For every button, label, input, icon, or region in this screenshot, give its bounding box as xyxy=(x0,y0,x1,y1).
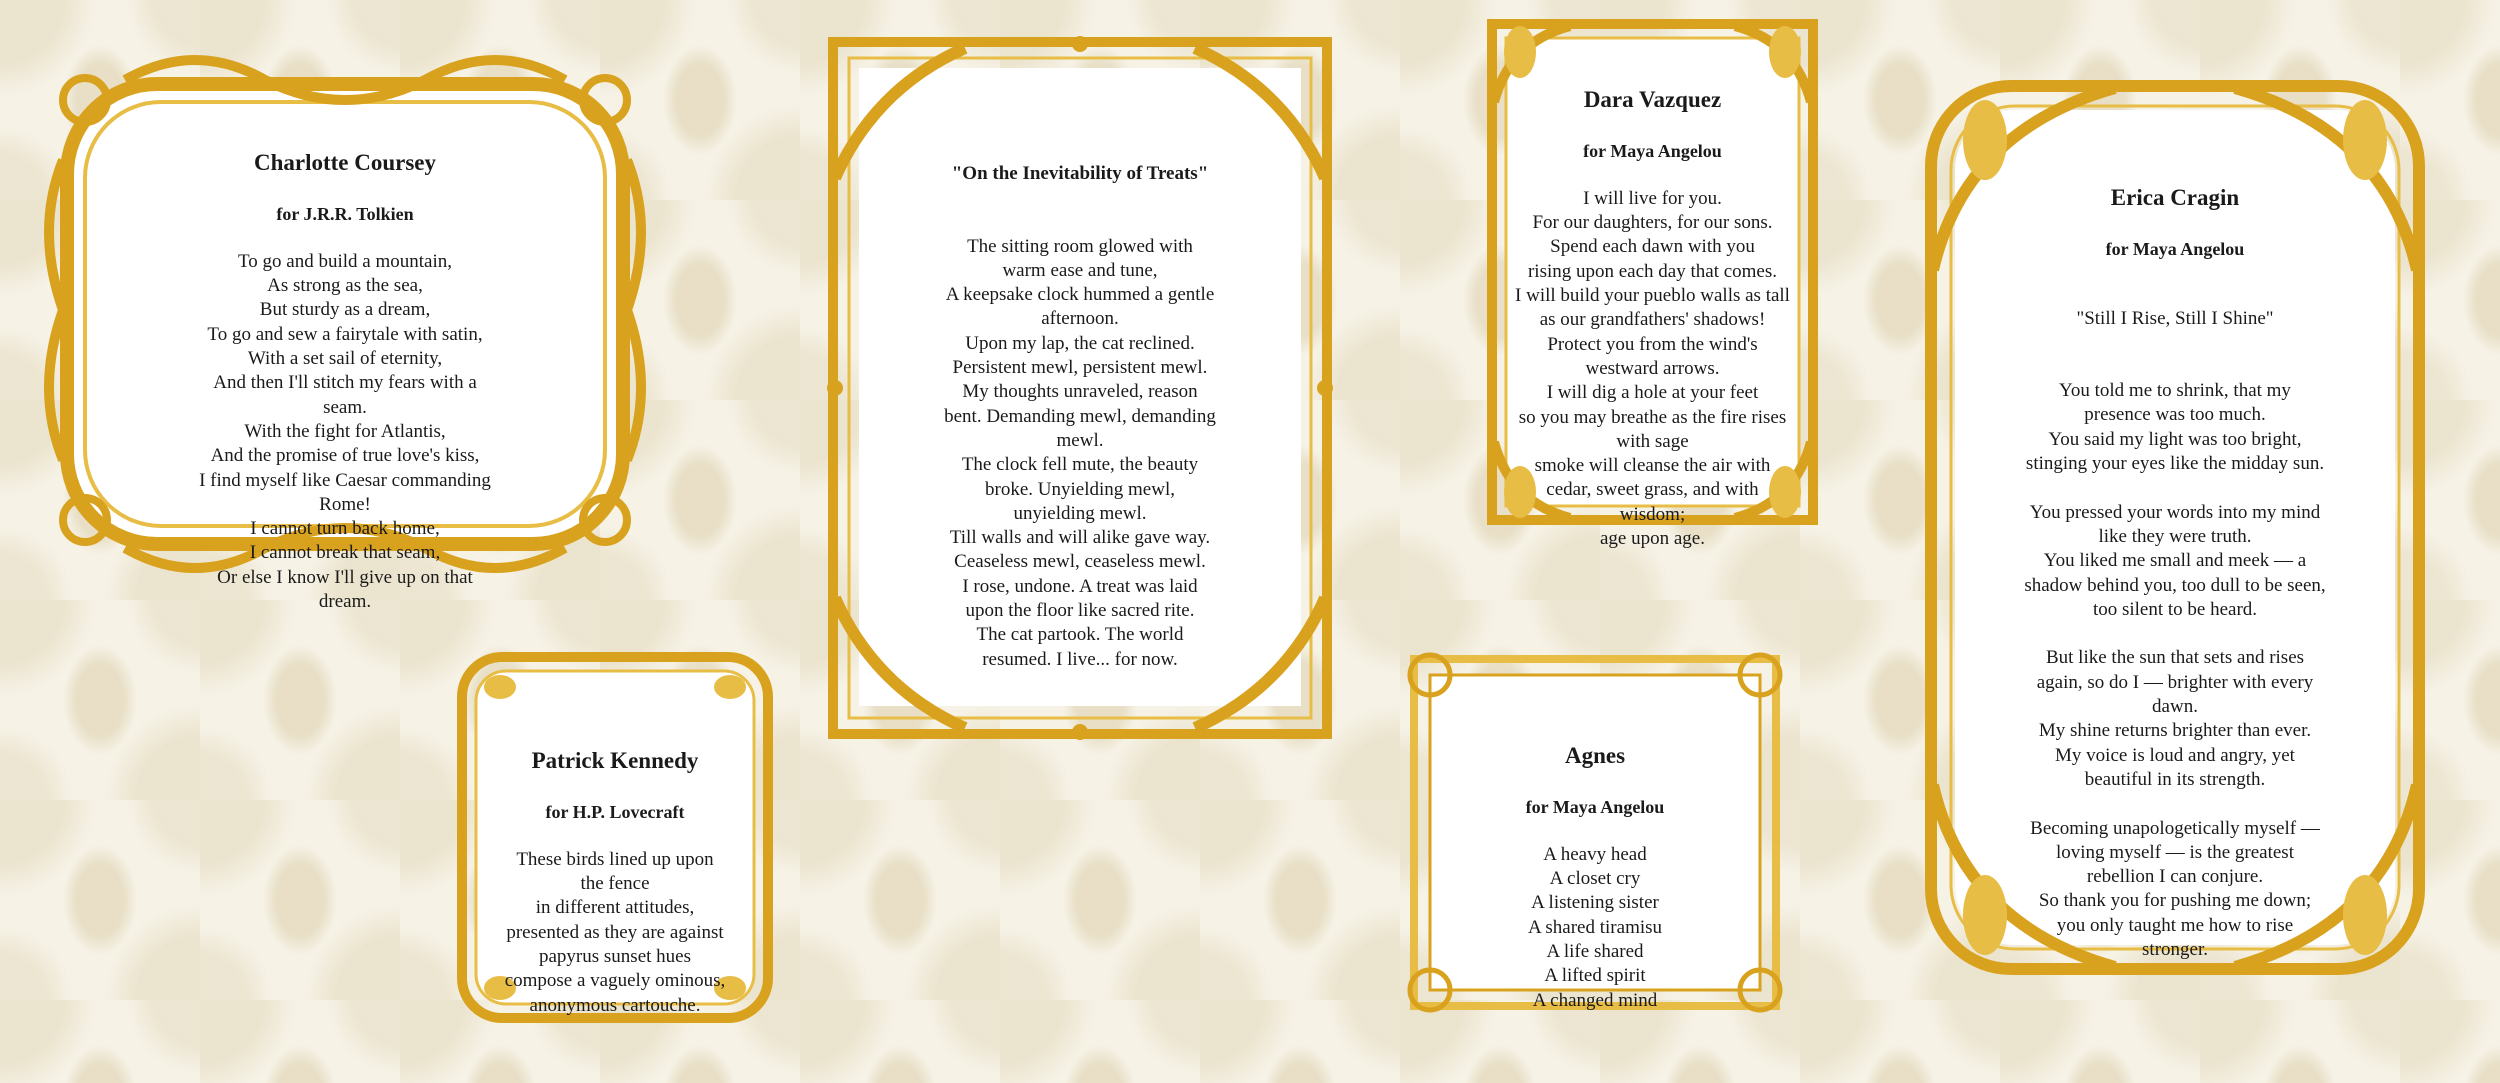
poem-lines: To go and build a mountain, As strong as the sea, But sturdy as a dream, To go and sew a fairytale with satin, With a set sail of eternity, And then I'll stitch my fears with a seam. With the fight for Atlantis, And the promise of true love's kiss, I find myself like Caesar commanding Rome! I cannot turn back home, I cannot break that seam, Or else I know I'll give up on that dream. xyxy=(199,250,491,613)
poem-title: "On the Inevitability of Treats" xyxy=(951,163,1209,185)
poem-author: Erica Cragin xyxy=(2110,185,2240,211)
poem-text xyxy=(870,138,1290,696)
poem-lines: A heavy head A closet cry A listening sister A shared tiramisu A life shared A lifted spirit A changed mind xyxy=(1527,843,1663,1011)
poem-frame-patrick-kennedy xyxy=(450,645,780,1030)
poem-frame-dara-vazquez xyxy=(1480,12,1825,550)
poem-dedication: for Maya Angelou xyxy=(2105,238,2245,259)
poem-dedication: for J.R.R. Tolkien xyxy=(276,203,414,224)
poem-author: Dara Vazquez xyxy=(1583,87,1722,113)
poem-frame-agnes xyxy=(1400,645,1790,1020)
poem-author: Agnes xyxy=(1564,743,1626,769)
poem-text xyxy=(480,723,750,1042)
poem-text xyxy=(1955,160,2395,987)
poem-lines: I will live for you. For our daughters, for our sons. Spend each dawn with you rising upon each day that comes. I will build your pueblo walls as tall as our grandfathers' shadows! Protect you from the wind's westward arrows. I will dig a hole at your feet so you may breathe as the fire rises with sage smoke will cleanse the air with cedar, sweet grass, and with wisdom; age upon age. xyxy=(1515,187,1790,550)
poem-lines: You told me to shrink, that my presence was too much. You said my light was too bright, stinging your eyes like the midday sun. You pressed your words into my mind like they were truth. You liked me small and meek — a shadow behind you, too dull to be seen, too silent to be heard. But like the sun that sets and rises again, so do I — brighter with every dawn. My shine returns brighter than ever. My voice is loud and angry, yet beautiful in its strength. Becoming unapologetically myself — loving myself — is the greatest rebellion I can conjure. So thank you for pushing me down; you only taught me how to rise stronger. xyxy=(2024,380,2326,961)
poem-text xyxy=(165,125,525,639)
poem-frame-inevitability-of-treats xyxy=(815,28,1345,748)
poem-text xyxy=(1492,62,1813,576)
poem-title: "Still I Rise, Still I Shine" xyxy=(2076,307,2274,329)
poem-author: Patrick Kennedy xyxy=(531,748,699,774)
poem-frame-erica-cragin xyxy=(1915,70,2435,985)
poem-dedication: for H.P. Lovecraft xyxy=(545,801,685,822)
poem-lines: The sitting room glowed with warm ease and tune, A keepsake clock hummed a gentle afternoon. Upon my lap, the cat reclined. Persistent mewl, persistent mewl. My thoughts unraveled, reason bent. Demanding mewl, demanding mewl. The clock fell mute, the beauty broke. Unyielding mewl, unyielding mewl. Till walls and will alike gave way. Ceaseless mewl, ceaseless mewl. I rose, undone. A treat was laid upon the floor like sacred rite. The cat partook. The world resumed. I live... for now. xyxy=(944,235,1216,670)
poem-frame-charlotte-coursey xyxy=(45,50,645,613)
poem-dedication: for Maya Angelou xyxy=(1583,140,1722,161)
poem-dedication: for Maya Angelou xyxy=(1525,796,1665,817)
poem-text xyxy=(1440,718,1750,1037)
poem-author: Charlotte Coursey xyxy=(253,150,437,176)
poem-lines: These birds lined up upon the fence in different attitudes, presented as they are against papyrus sunset hues compose a vaguely ominous, anonymous cartouche. xyxy=(504,848,726,1016)
